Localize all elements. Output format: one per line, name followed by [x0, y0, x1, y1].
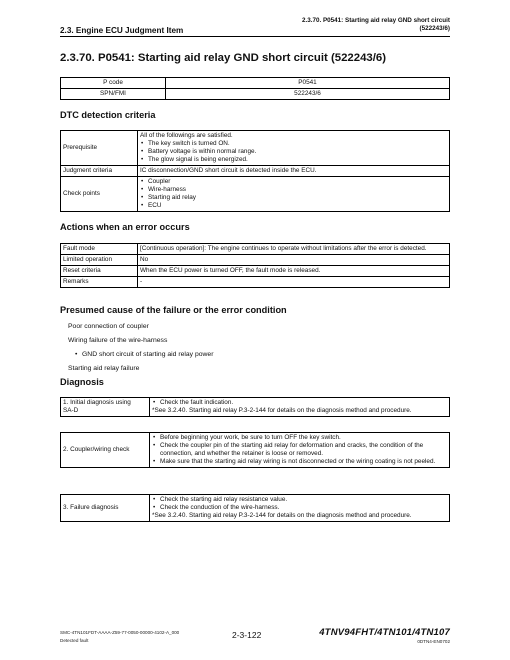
- remarks-label: Remarks: [61, 277, 138, 288]
- list-item: • Battery voltage is within normal range.: [140, 148, 447, 156]
- table-row: [61, 177, 450, 212]
- table-row: [61, 255, 450, 266]
- table-row: [61, 131, 450, 166]
- list-item: • Starting aid relay: [140, 194, 447, 202]
- table-row: [61, 433, 450, 468]
- table-row: [61, 166, 450, 177]
- footer-doc-id: SMC-4TN101FDT-AAAA-Z59-77-0050-00000-4102-A_000: [60, 630, 180, 635]
- initial-diagnosis-label-line1: 1. Initial diagnosis using: [63, 399, 131, 406]
- presumed-cause-2: Wiring failure of the wire-harness: [68, 337, 168, 344]
- prerequisite-cell: [138, 131, 450, 166]
- footer-model: 4TNV94FHT/4TN101/4TN107: [319, 627, 450, 638]
- actions-heading: Actions when an error occurs: [60, 222, 190, 232]
- coupler-wiring-cell: [150, 433, 450, 468]
- initial-diagnosis-label: [61, 398, 150, 417]
- list-item: • Make sure that the starting aid relay wiring is not disconnected or the wiring coating is not peeled.: [152, 458, 447, 466]
- failure-diagnosis-label: 3. Failure diagnosis: [61, 495, 150, 522]
- initial-diagnosis-cell: [150, 398, 450, 417]
- prerequisite-intro: All of the followings are satisfied.: [140, 132, 233, 139]
- remarks-value: -: [138, 277, 450, 288]
- fault-mode-value: [Continuous operation]: The engine continues to operate without limitations after the error is detected.: [138, 244, 450, 255]
- header-section-title: 2.3.70. P0541: Starting aid relay GND short circuit: [301, 17, 450, 24]
- spn-label: SPN/FMI: [61, 89, 166, 100]
- presumed-cause-1: Poor connection of coupler: [68, 323, 149, 330]
- pcode-table: [60, 77, 450, 100]
- list-item: • Check the fault indication.: [152, 399, 447, 407]
- spn-value: 522243/6: [166, 89, 450, 100]
- header-divider: [60, 36, 450, 37]
- list-item: • The key switch is turned ON.: [140, 140, 447, 148]
- reset-criteria-value: When the ECU power is turned OFF, the fault mode is released.: [138, 266, 450, 277]
- list-item: • Before beginning your work, be sure to turn OFF the key switch.: [152, 434, 447, 442]
- failure-diagnosis-note: *See 3.2.40. Starting aid relay P.3-2-144 for details on the diagnosis method and procedure.: [152, 512, 412, 519]
- header-right: [302, 17, 450, 33]
- dtc-table: [60, 130, 450, 212]
- check-points-cell: [138, 177, 450, 212]
- header-chapter: 2.3. Engine ECU Judgment Item: [60, 26, 184, 35]
- list-item: • Check the conduction of the wire-harness.: [152, 504, 447, 512]
- list-item: • Coupler: [140, 178, 447, 186]
- prerequisite-label: Prerequisite: [61, 131, 138, 166]
- diagnosis-table-1: [60, 397, 450, 417]
- limited-operation-label: Limited operation: [61, 255, 138, 266]
- table-row: [61, 266, 450, 277]
- diagnosis-heading: Diagnosis: [60, 377, 104, 387]
- page-number: 2-3-122: [232, 630, 262, 640]
- failure-diagnosis-cell: [150, 495, 450, 522]
- fault-mode-label: Fault mode: [61, 244, 138, 255]
- pcode-label: P code: [61, 78, 166, 89]
- footer-section: Detected fault: [60, 638, 89, 643]
- diagnosis-table-3: [60, 494, 450, 522]
- list-item: • GND short circuit of starting aid relay power: [74, 351, 213, 359]
- list-item: • Check the coupler pin of the starting aid relay for deformation and cracks, the condition of the connection, and whether the retainer is loose or removed.: [152, 442, 447, 458]
- page-title: 2.3.70. P0541: Starting aid relay GND short circuit (522243/6): [60, 52, 387, 64]
- prerequisite-list: [140, 140, 447, 164]
- actions-table: [60, 243, 450, 288]
- table-row: [61, 277, 450, 288]
- presumed-cause-heading: Presumed cause of the failure or the error condition: [60, 305, 287, 315]
- judgment-label: Judgment criteria: [61, 166, 138, 177]
- diagnosis-table-2: [60, 432, 450, 468]
- list-item: • Check the starting aid relay resistance value.: [152, 496, 447, 504]
- initial-diagnosis-note: *See 3.2.40. Starting aid relay P.3-2-144 for details on the diagnosis method and procedure.: [152, 407, 412, 414]
- table-row: [61, 398, 450, 417]
- table-row: [61, 495, 450, 522]
- initial-diagnosis-label-line2: SA-D: [63, 407, 79, 414]
- table-row: [61, 78, 450, 89]
- list-item: • Wire-harness: [140, 186, 447, 194]
- check-points-list: [140, 178, 447, 210]
- list-item: • The glow signal is being energized.: [140, 156, 447, 164]
- table-row: [61, 89, 450, 100]
- footer-code: 0DTN4-EN0702: [417, 639, 450, 644]
- dtc-heading: DTC detection criteria: [60, 110, 156, 120]
- check-points-label: Check points: [61, 177, 138, 212]
- limited-operation-value: No: [138, 255, 450, 266]
- presumed-cause-bullet: [74, 351, 213, 359]
- table-row: [61, 244, 450, 255]
- presumed-cause-3: Starting aid relay failure: [68, 365, 140, 372]
- header-section-code: (522243/6): [419, 25, 450, 32]
- coupler-wiring-label: 2. Coupler/wiring check: [61, 433, 150, 468]
- list-item: • ECU: [140, 202, 447, 210]
- reset-criteria-label: Reset criteria: [61, 266, 138, 277]
- judgment-value: IC disconnection/GND short circuit is detected inside the ECU.: [138, 166, 450, 177]
- pcode-value: P0541: [166, 78, 450, 89]
